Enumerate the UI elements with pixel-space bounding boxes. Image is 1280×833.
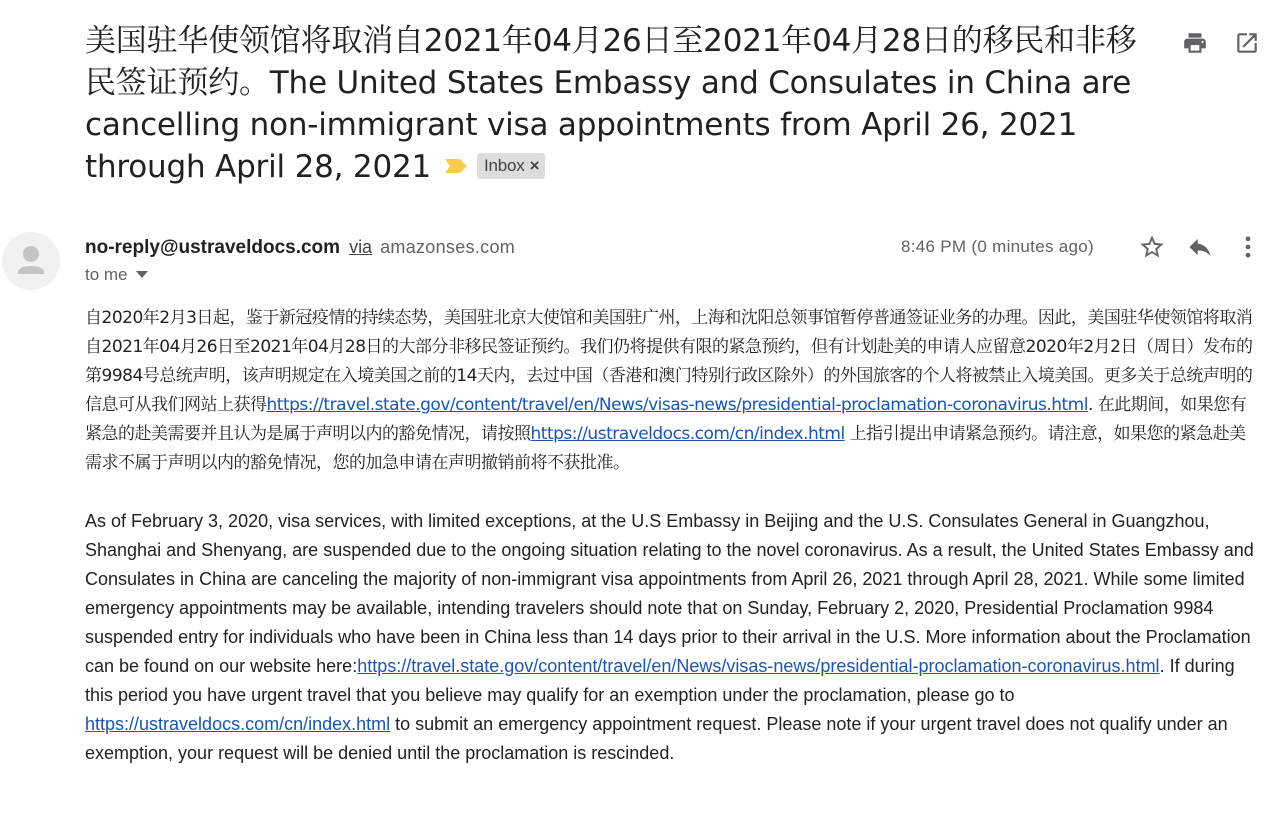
inbox-label-chip[interactable] — [477, 153, 545, 179]
proclamation-link-en[interactable]: https://travel.state.gov/content/travel/en/News/visas-news/presidential-proclamation-coronavirus.html — [357, 656, 1160, 676]
avatar-icon — [2, 232, 60, 290]
body-en-text-1: As of February 3, 2020, visa services, with limited exceptions, at the U.S Embassy in Beijing and the U.S. Consulates General in Guangzhou, Shanghai and Shenyang, are suspended due to the ongoing situation relating to the novel coronavirus. As a result, the United States Embassy and Consulates in China are canceling the majority of non-immigrant visa appointments from April 26, 2021 through April 28, 2021. While some limited emergency appointments may be available, intending travelers should note that on Sunday, February 2, 2020, Presidential Proclamation 9984 suspended entry for individuals who have been in China less than 14 days prior to their arrival in the U.S. More information about the Proclamation can be found on our website here: — [85, 511, 1254, 676]
sender-line — [85, 235, 515, 260]
sender-email[interactable]: no-reply@ustraveldocs.com — [85, 237, 341, 258]
body-paragraph-english — [85, 507, 1260, 768]
body-cn-text-1: 自2020年2月3日起，鉴于新冠疫情的持续态势，美国驻北京大使馆和美国驻广州，上海和沈阳总领事馆暂停普通签证业务的办理。因此，美国驻华使领馆将取消自2021年04月26日至2021年04月28日的大部分非移民签证预约。我们仍将提供有限的紧急预约，但有计划赴美的申请人应留意2020年2月2日（周日）发布的第9984号总统声明，该声明规定在入境美国之前的14天内，去过中国（香港和澳门特别行政区除外）的外国旅客的个人将被禁止入境美国。更多关于总统声明的信息可从我们网站上获得 — [85, 308, 1253, 415]
reply-icon[interactable] — [1186, 233, 1214, 261]
subject-row — [85, 20, 1165, 188]
recipient-line — [85, 265, 148, 285]
sender-avatar[interactable] — [2, 232, 60, 290]
ustraveldocs-link-en[interactable]: https://ustraveldocs.com/cn/index.html — [85, 714, 391, 734]
important-marker-icon[interactable] — [445, 159, 467, 173]
body-en-text-2: . If during this period you have urgent travel that you believe may qualify for an exemption under the proclamation, please go to — [85, 656, 1235, 705]
proclamation-link-cn[interactable]: https://travel.state.gov/content/travel/en/News/visas-news/presidential-proclamation-coronavirus.html — [266, 395, 1088, 415]
inbox-label-text: Inbox — [484, 156, 525, 175]
body-cn-text-2: . 在此期间，如果您有紧急的赴美需要并且认为是属于声明以内的豁免情况，请按照 — [85, 395, 1247, 444]
print-icon[interactable] — [1182, 30, 1208, 56]
body-cn-text-3: 上指引提出申请紧急预约。请注意，如果您的紧急赴美需求不属于声明以内的豁免情况，您的加急申请在声明撤销前将不获批准。 — [85, 424, 1246, 473]
more-vertical-icon[interactable] — [1234, 233, 1262, 261]
via-domain: amazonses.com — [380, 237, 516, 257]
via-link[interactable]: via — [349, 237, 373, 257]
body-paragraph-chinese — [85, 304, 1260, 478]
open-in-new-window-icon[interactable] — [1234, 30, 1260, 56]
message-meta — [901, 233, 1262, 261]
subject-text: 美国驻华使领馆将取消自2021年04月26日至2021年04月28日的移民和非移民签证预约。The United States Embassy and Consulates in China are cancelling non-immigrant visa appointments from April 26, 2021 through April 28, 2021 — [85, 23, 1137, 185]
email-subject — [85, 20, 1165, 188]
body-en-text-3: to submit an emergency appointment request. Please note if your urgent travel does not qualify under an exemption, your request will be denied until the proclamation is rescinded. — [85, 714, 1228, 763]
timestamp: 8:46 PM (0 minutes ago) — [900, 237, 1094, 256]
message-body — [85, 304, 1260, 768]
star-icon[interactable] — [1138, 233, 1166, 261]
chevron-down-icon[interactable] — [136, 271, 148, 278]
top-actions — [1182, 30, 1260, 56]
recipient-text: to me — [85, 265, 128, 284]
ustraveldocs-link-cn[interactable]: https://ustraveldocs.com/cn/index.html — [530, 424, 845, 444]
remove-label-button[interactable]: × — [529, 156, 540, 175]
